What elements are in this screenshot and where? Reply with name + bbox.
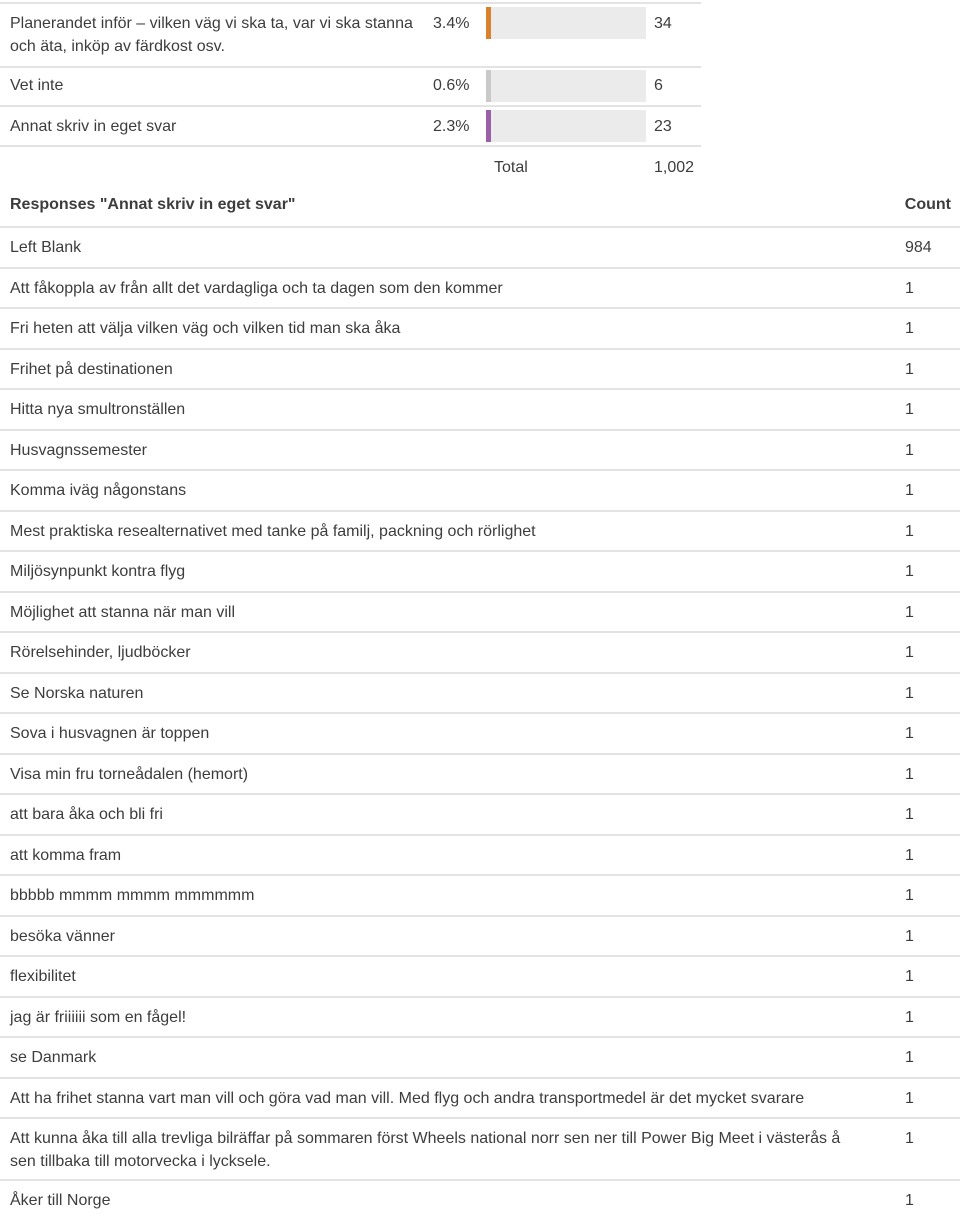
response-text: Frihet på destinationen <box>10 360 173 378</box>
response-count: 1 <box>905 644 914 661</box>
response-text: Att fåkoppla av från allt det vardagliga och ta dagen som den kommer <box>10 279 503 297</box>
table-row <box>0 350 960 391</box>
table-row <box>0 876 960 917</box>
table-row <box>0 1079 960 1120</box>
table-row <box>0 471 960 512</box>
percent-bar-fill <box>486 7 491 39</box>
table-row <box>0 593 960 634</box>
response-text: Fri heten att välja vilken väg och vilken tid man ska åka <box>10 320 401 337</box>
response-text: Rörelsehinder, ljudböcker <box>10 644 191 661</box>
response-count: 1 <box>905 320 914 337</box>
response-text: Åker till Norge <box>10 1192 111 1209</box>
response-count: 1 <box>905 482 914 499</box>
responses-header <box>0 190 960 228</box>
table-row <box>0 957 960 998</box>
total-label: Total <box>494 159 528 176</box>
table-row <box>0 512 960 553</box>
response-text: Att kunna åka till alla trevliga bilräffar på sommaren först Wheels national norr sen ner till Power Big Meet i västerås å sen tillbaka till motorvecka i lycksele. <box>10 1130 841 1170</box>
table-row <box>0 795 960 836</box>
response-text: bbbbb mmmm mmmm mmmmmm <box>10 887 255 904</box>
response-count: 984 <box>905 239 932 256</box>
response-text: Sova i husvagnen är toppen <box>10 725 210 742</box>
response-count: 1 <box>905 563 914 580</box>
summary-row <box>0 68 701 107</box>
table-row <box>0 998 960 1039</box>
response-count: 1 <box>905 279 914 297</box>
response-text: jag är friiiiii som en fågel! <box>10 1008 187 1026</box>
table-row <box>0 269 960 310</box>
response-text: Left Blank <box>10 239 82 256</box>
response-text: Husvagnssemester <box>10 441 147 459</box>
table-row <box>0 755 960 796</box>
table-row <box>0 633 960 674</box>
response-count: 1 <box>905 1089 914 1107</box>
response-count: 1 <box>905 887 914 904</box>
response-count: 1 <box>905 806 914 823</box>
response-text: flexibilitet <box>10 968 76 985</box>
summary-row <box>0 4 701 68</box>
response-count: 1 <box>905 968 914 985</box>
response-count: 1 <box>905 441 914 459</box>
response-count: 1 <box>905 1008 914 1026</box>
table-row <box>0 1038 960 1079</box>
response-count: 1 <box>905 765 914 783</box>
table-row <box>0 714 960 755</box>
response-text: Se Norska naturen <box>10 684 144 702</box>
table-row <box>0 552 960 593</box>
responses-title: Responses "Annat skriv in eget svar" <box>10 196 296 213</box>
summary-label: Vet inte <box>10 77 64 94</box>
percent-bar <box>486 110 646 142</box>
response-count: 1 <box>905 1049 914 1066</box>
summary-percent: 3.4% <box>433 15 470 32</box>
table-row <box>0 836 960 877</box>
count-header: Count <box>904 196 951 213</box>
table-row <box>0 228 960 269</box>
table-row <box>0 674 960 715</box>
summary-percent: 0.6% <box>433 77 470 94</box>
table-row <box>0 1119 960 1181</box>
response-text: Mest praktiska resealternativet med tanke på familj, packning och rörlighet <box>10 522 536 540</box>
response-text: Att ha frihet stanna vart man vill och göra vad man vill. Med flyg och andra transportmedel är det mycket svarare <box>10 1089 805 1107</box>
table-row <box>0 917 960 958</box>
response-count: 1 <box>905 725 914 742</box>
percent-bar <box>486 70 646 102</box>
response-text: Möjlighet att stanna när man vill <box>10 603 235 621</box>
response-count: 1 <box>905 603 914 621</box>
response-text: se Danmark <box>10 1049 97 1066</box>
response-count: 1 <box>905 1130 914 1147</box>
response-count: 1 <box>905 1192 914 1209</box>
responses-rows <box>0 228 960 1221</box>
summary-count: 23 <box>654 118 672 135</box>
response-count: 1 <box>905 927 914 945</box>
response-count: 1 <box>905 684 914 702</box>
percent-bar-fill <box>486 110 491 142</box>
response-text: Visa min fru torneådalen (hemort) <box>10 765 249 783</box>
responses-table <box>0 190 960 1221</box>
response-count: 1 <box>905 522 914 540</box>
response-count: 1 <box>905 401 914 418</box>
response-text: Hitta nya smultronställen <box>10 401 186 418</box>
summary-label: Annat skriv in eget svar <box>10 118 177 135</box>
table-row <box>0 1181 960 1221</box>
summary-count: 34 <box>654 15 672 32</box>
table-row <box>0 390 960 431</box>
response-count: 1 <box>905 360 914 378</box>
percent-bar <box>486 7 646 39</box>
summary-label: Planerandet inför – vilken väg vi ska ta, var vi ska stanna och äta, inköp av färdkost osv. <box>10 15 413 55</box>
percent-bar-fill <box>486 70 491 102</box>
response-text: Miljösynpunkt kontra flyg <box>10 563 186 580</box>
table-row <box>0 309 960 350</box>
total-value: 1,002 <box>654 159 695 176</box>
summary-percent: 2.3% <box>433 118 470 135</box>
response-text: att bara åka och bli fri <box>10 806 163 823</box>
response-count: 1 <box>905 846 914 864</box>
response-text: att komma fram <box>10 846 122 864</box>
table-row <box>0 431 960 472</box>
summary-count: 6 <box>654 77 663 94</box>
response-text: Komma iväg någonstans <box>10 482 187 499</box>
response-text: besöka vänner <box>10 927 115 945</box>
summary-row <box>0 107 701 147</box>
